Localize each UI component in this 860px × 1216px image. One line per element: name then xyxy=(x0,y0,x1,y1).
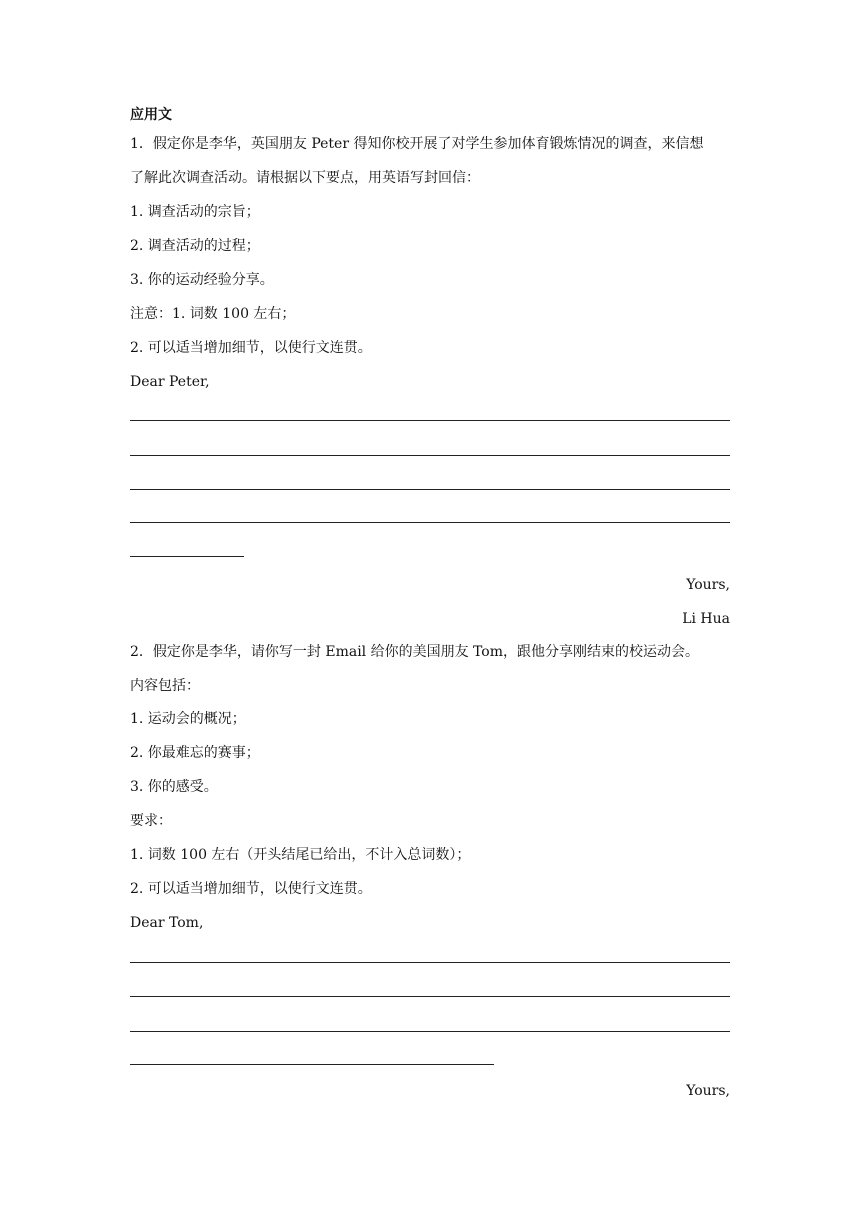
q1-answer-line xyxy=(130,489,730,490)
q1-point-1: 1. 调查活动的宗旨； xyxy=(130,204,260,220)
q2-requirements-label: 要求： xyxy=(130,813,172,829)
q1-answer-line xyxy=(130,455,730,456)
q2-point-2: 2. 你最难忘的赛事； xyxy=(130,745,260,761)
q2-point-3: 3. 你的感受。 xyxy=(130,779,218,795)
q1-point-2: 2. 调查活动的过程； xyxy=(130,238,260,254)
q1-note-1: 注意：1. 词数 100 左右； xyxy=(130,306,296,322)
q1-closing: Yours, xyxy=(686,577,730,593)
q1-answer-line xyxy=(130,522,730,523)
q1-answer-line xyxy=(130,420,730,421)
q2-stem-line-1: 2．假定你是李华，请你写一封 Email 给你的美国朋友 Tom，跟他分享刚结束的校运动会。 xyxy=(130,644,700,660)
q2-answer-line xyxy=(130,996,730,997)
q1-stem-line-1: 1．假定你是李华，英国朋友 Peter 得知你校开展了对学生参加体育锻炼情况的调查，来信想 xyxy=(130,136,704,152)
document-page xyxy=(130,0,730,1216)
q1-note-2: 2. 可以适当增加细节，以使行文连贯。 xyxy=(130,340,372,356)
q2-answer-line xyxy=(130,1031,730,1032)
q2-stem-line-2: 内容包括： xyxy=(130,678,200,694)
q2-requirement-2: 2. 可以适当增加细节，以使行文连贯。 xyxy=(130,881,372,897)
q2-requirement-1: 1. 词数 100 左右（开头结尾已给出，不计入总词数）； xyxy=(130,847,471,863)
section-title: 应用文 xyxy=(130,107,172,123)
q2-point-1: 1. 运动会的概况； xyxy=(130,711,246,727)
q2-closing: Yours, xyxy=(686,1083,730,1099)
q1-answer-line xyxy=(130,556,244,557)
q1-greeting: Dear Peter, xyxy=(130,374,210,390)
q1-point-3: 3. 你的运动经验分享。 xyxy=(130,272,274,288)
q1-stem-line-2: 了解此次调查活动。请根据以下要点，用英语写封回信： xyxy=(130,170,480,186)
q2-answer-line xyxy=(130,1064,494,1065)
q2-answer-line xyxy=(130,962,730,963)
q2-greeting: Dear Tom, xyxy=(130,915,204,931)
q1-signature: Li Hua xyxy=(682,611,730,627)
